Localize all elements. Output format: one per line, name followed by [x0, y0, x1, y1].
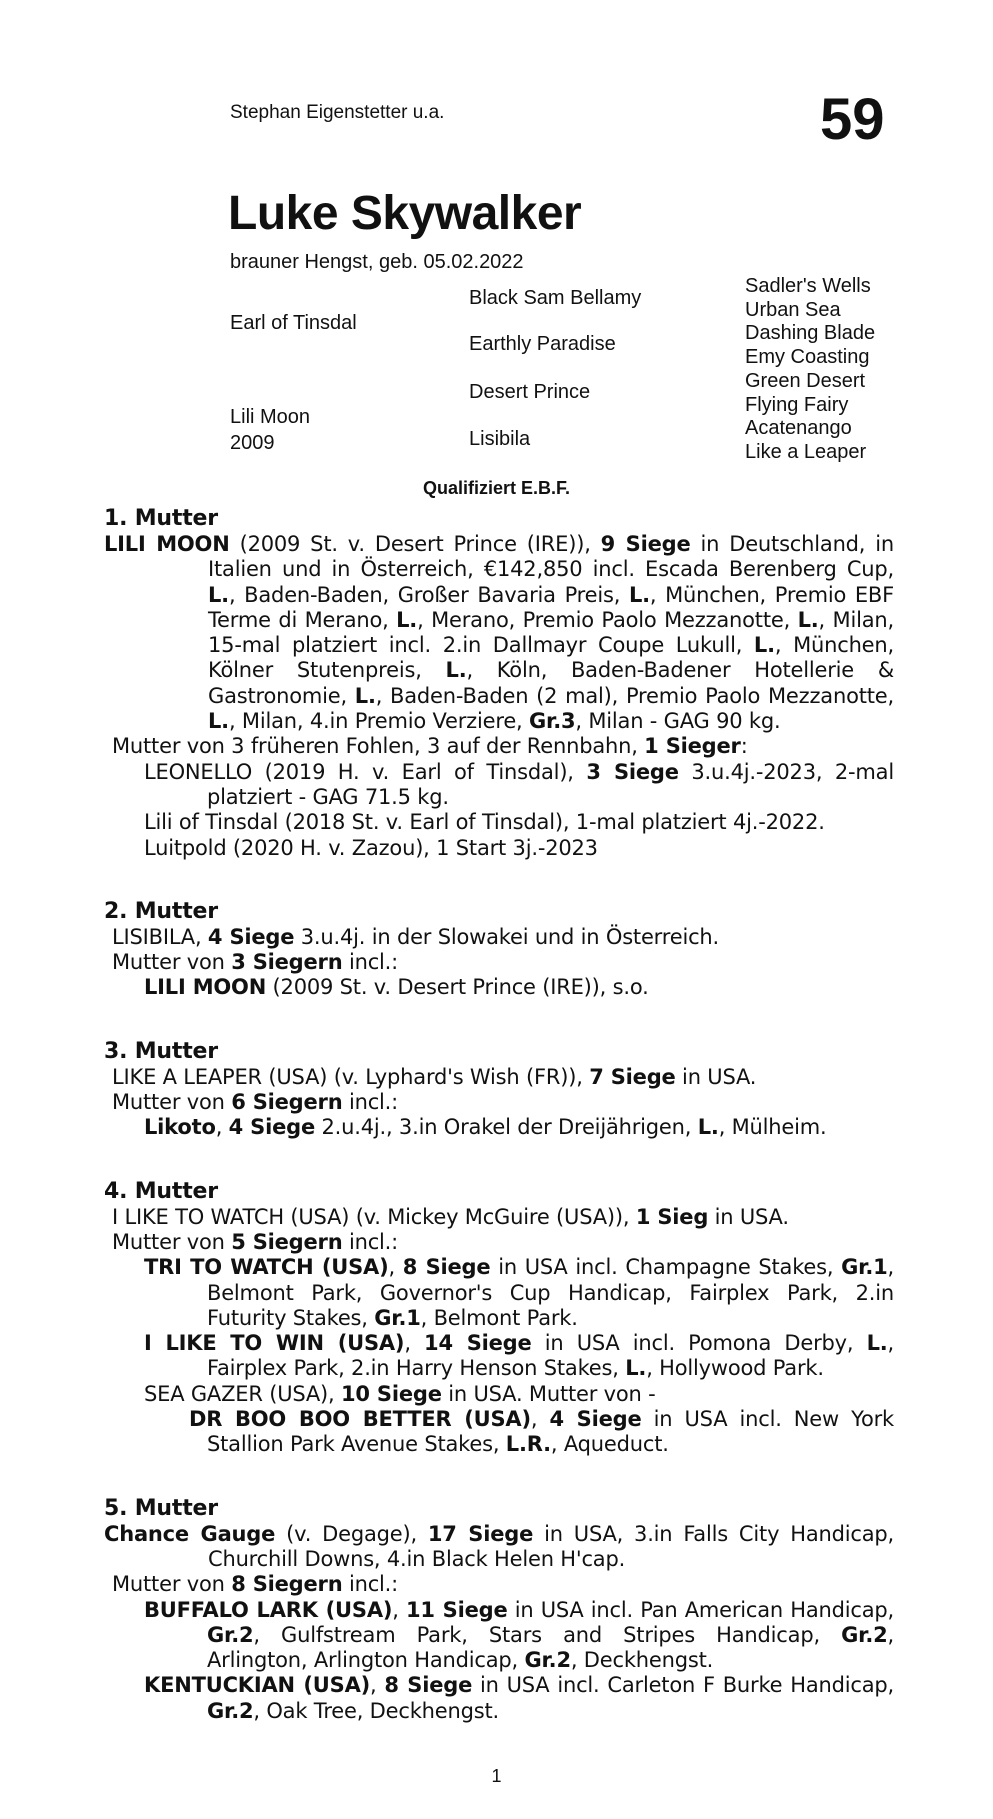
dam-record: LISIBILA, 4 Siege 3.u.4j. in der Slowakei und in Österreich. [112, 924, 720, 949]
dam-record: I LIKE TO WATCH (USA) (v. Mickey McGuire (USA)), 1 Sieg in USA. [112, 1204, 789, 1229]
dam-record: LILI MOON (2009 St. v. Desert Prince (IRE)), 9 Siege in Deutschland, in Italien und in Österreich, €142,850 incl. Escada Berenberg Cup, L., Baden-Baden, Großer Bavaria Preis, L., München, Premio EBF Terme di Merano, L., Merano, Premio Paolo Mezzanotte, L., Milan, 15-mal platziert incl. 2.in Dallmayr Coupe Lukull, L., München, Kölner Stutenpreis, L., Köln, Baden-Badener Hotellerie & Gastronomie, L., Baden-Baden (2 mal), Premio Paolo Mezzanotte, L., Milan, 4.in Premio Verziere, Gr.3, Milan - GAG 90 kg. [104, 532, 895, 734]
section-heading: 1. Mutter [104, 506, 218, 531]
dam-record: Chance Gauge (v. Degage), 17 Siege in USA, 3.in Falls City Handicap, Churchill Downs, 4.in Black Helen H'cap. [104, 1521, 894, 1571]
pedigree-grandparent: Black Sam Bellamy [469, 287, 642, 309]
foal-entry: Lili of Tinsdal (2018 St. v. Earl of Tinsdal), 1-mal platziert 4j.-2022. [144, 810, 825, 835]
foal-entry: LILI MOON (2009 St. v. Desert Prince (IRE)), s.o. [144, 975, 649, 1000]
pedigree-great-grandparent: Green Desert [745, 370, 866, 392]
horse-description: brauner Hengst, geb. 05.02.2022 [230, 251, 524, 273]
foal-entry: Luitpold (2020 H. v. Zazou), 1 Start 3j.-2023 [144, 835, 598, 860]
produce-summary: Mutter von 6 Siegern incl.: [112, 1090, 399, 1115]
section-heading: 4. Mutter [104, 1178, 218, 1204]
produce-summary: Mutter von 5 Siegern incl.: [112, 1229, 399, 1254]
pedigree-dam: Lili Moon [230, 406, 311, 428]
qualification-note: Qualifiziert E.B.F. [422, 478, 571, 498]
pedigree-great-grandparent: Urban Sea [745, 299, 841, 321]
section-heading: 3. Mutter [104, 1038, 218, 1064]
catalogue-body [104, 506, 894, 1724]
foal-entry: I LIKE TO WIN (USA), 14 Siege in USA incl. Pomona Derby, L., Fairplex Park, 2.in Harry Henson Stakes, L., Hollywood Park. [144, 1331, 895, 1381]
pedigree-great-grandparent: Sadler's Wells [745, 275, 871, 297]
produce-summary: Mutter von 3 Siegern incl.: [112, 950, 399, 975]
pedigree-dam-year: 2009 [230, 432, 275, 454]
pedigree-sire: Earl of Tinsdal [230, 312, 357, 334]
foal-entry: BUFFALO LARK (USA), 11 Siege in USA incl. Pan American Handicap, Gr.2, Gulfstream Park, Stars and Stripes Handicap, Gr.2, Arlington, Arlington Handicap, Gr.2, Deckhengst. [144, 1597, 895, 1673]
pedigree-great-grandparent: Flying Fairy [745, 394, 849, 416]
foal-entry: SEA GAZER (USA), 10 Siege in USA. Mutter von - [144, 1381, 656, 1406]
pedigree-grandparent: Desert Prince [469, 381, 591, 403]
pedigree-great-grandparent: Acatenango [745, 417, 852, 439]
pedigree-great-grandparent: Emy Coasting [745, 346, 870, 368]
foal-entry: KENTUCKIAN (USA), 8 Siege in USA incl. Carleton F Burke Handicap, Gr.2, Oak Tree, Deckhengst. [144, 1673, 895, 1723]
grandfoal-entry: DR BOO BOO BETTER (USA), 4 Siege in USA incl. New York Stallion Park Avenue Stakes, L.R., Aqueduct. [189, 1407, 895, 1457]
produce-summary: Mutter von 3 früheren Fohlen, 3 auf der Rennbahn, 1 Sieger: [112, 734, 748, 759]
page-number: 1 [491, 1766, 502, 1786]
pedigree-great-grandparent: Like a Leaper [745, 441, 867, 463]
lot-number: 59 [820, 87, 885, 152]
dam-record: LIKE A LEAPER (USA) (v. Lyphard's Wish (FR)), 7 Siege in USA. [112, 1064, 757, 1089]
foal-entry: TRI TO WATCH (USA), 8 Siege in USA incl. Champagne Stakes, Gr.1, Belmont Park, Governor's Cup Handicap, Fairplex Park, 2.in Futurity Stakes, Gr.1, Belmont Park. [144, 1255, 894, 1330]
pedigree-grandparent: Lisibila [469, 428, 531, 450]
section-heading: 2. Mutter [104, 898, 218, 924]
pedigree-great-grandparent: Dashing Blade [745, 322, 876, 344]
foal-entry: Likoto, 4 Siege 2.u.4j., 3.in Orakel der Dreijährigen, L., Mülheim. [144, 1115, 827, 1140]
owner-name: Stephan Eigenstetter u.a. [230, 102, 445, 123]
horse-name: Luke Skywalker [228, 187, 582, 240]
produce-summary: Mutter von 8 Siegern incl.: [112, 1572, 399, 1597]
foal-entry: LEONELLO (2019 H. v. Earl of Tinsdal), 3 Siege 3.u.4j.-2023, 2-mal platziert - GAG 71.5 kg. [144, 759, 894, 809]
pedigree-grandparent: Earthly Paradise [469, 333, 616, 355]
section-heading: 5. Mutter [104, 1495, 218, 1521]
